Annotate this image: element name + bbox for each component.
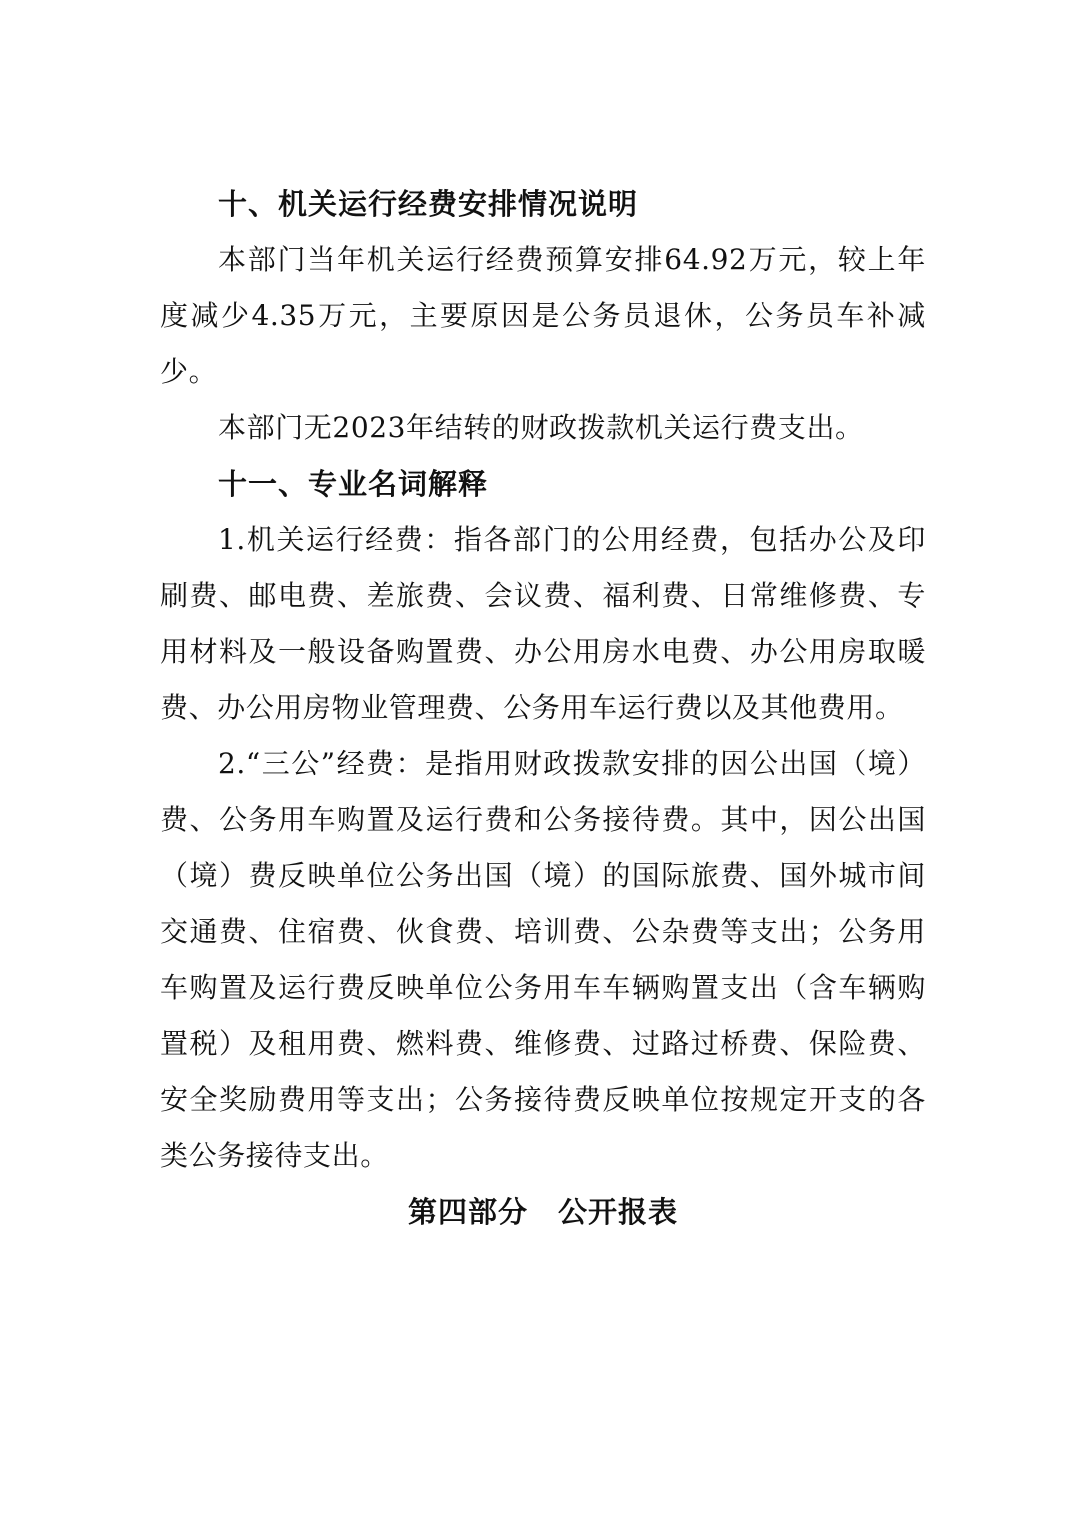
section-11-heading: 十一、专业名词解释 <box>218 467 489 501</box>
section-11-item-1: 1.机关运行经费：指各部门的公用经费，包括办公及印刷费、邮电费、差旅费、会议费、福利费、日常维修费、专用材料及一般设备购置费、办公用房水电费、办公用房取暖费、办公用房物业管理费、公务用车运行费以及其他费用。 <box>160 523 926 724</box>
document-body <box>160 176 926 1240</box>
section-10-paragraph-2: 本部门无2023年结转的财政拨款机关运行费支出。 <box>218 411 864 444</box>
section-11-item-2: 2.“三公”经费：是指用财政拨款安排的因公出国（境）费、公务用车购置及运行费和公务接待费。其中，因公出国（境）费反映单位公务出国（境）的国际旅费、国外城市间交通费、住宿费、伙食费、培训费、公杂费等支出；公务用车购置及运行费反映单位公务用车车辆购置支出（含车辆购置税）及租用费、燃料费、维修费、过路过桥费、保险费、安全奖励费用等支出；公务接待费反映单位按规定开支的各类公务接待支出。 <box>160 747 926 1172</box>
part-4-title: 第四部分 公开报表 <box>407 1195 678 1229</box>
section-10-paragraph-1: 本部门当年机关运行经费预算安排64.92万元，较上年度减少4.35万元，主要原因是公务员退休，公务员车补减少。 <box>160 243 926 388</box>
section-10-heading: 十、机关运行经费安排情况说明 <box>218 187 639 221</box>
